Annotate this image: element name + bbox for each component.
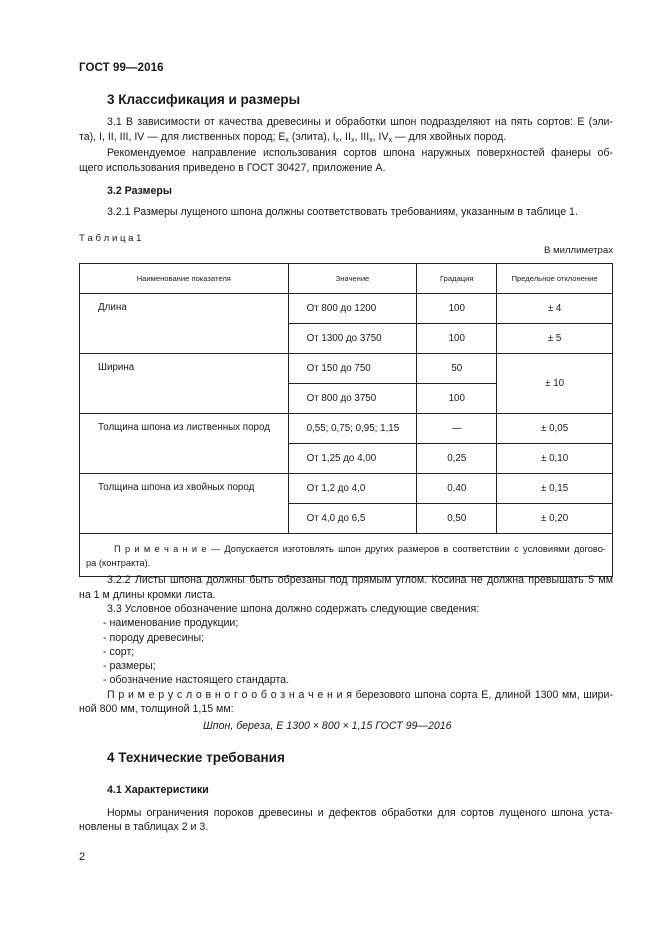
table-row xyxy=(80,414,613,444)
paragraph-3-2-2-line2: на 1 м длины кромки листа. xyxy=(79,589,216,601)
list-item: - обозначение настоящего стандарта. xyxy=(103,674,290,686)
subsection-3-2-title: 3.2 Размеры xyxy=(107,185,172,197)
table-row xyxy=(80,354,613,384)
cell-value: 0,55; 0,75; 0,95; 1,15 xyxy=(288,414,417,444)
example-designation: Шпон, береза, Е 1300 × 800 × 1,15 ГОСТ 99—2016 xyxy=(203,720,452,732)
subsection-4-1-title: 4.1 Характеристики xyxy=(107,784,209,796)
list-item: - породу древесины; xyxy=(103,632,205,644)
list-item: - размеры; xyxy=(103,660,156,672)
paragraph-4-1-line2: новлены в таблицах 2 и 3. xyxy=(79,821,209,833)
example-label: П р и м е р у с л о в н о г о о б о з н а ч е н и я xyxy=(107,689,352,701)
list-item: - наименование продукции; xyxy=(103,617,239,629)
paragraph-3-2-2-line1: 3.2.2 Листы шпона должны быть обрезаны под прямым углом. Косина не должна превышать 5 мм xyxy=(107,574,613,586)
table-row xyxy=(80,474,613,504)
cell-tolerance: ± 0,15 xyxy=(497,474,613,504)
paragraph-3-1-line2: та), I, II, III, IV — для лиственных пород; $Е_x$ (элита), $I_x$, $II_x$, $III_x$, $IV_x$ — для хвойных пород. xyxy=(79,131,507,144)
cell-step: 0,40 xyxy=(417,474,497,504)
cell-tolerance: ± 0,05 xyxy=(497,414,613,444)
paragraph-3-1-line1: 3.1 В зависимости от качества древесины и обработки шпон подразделяют на пять сортов: Е (эли- xyxy=(107,116,613,128)
cell-step: 100 xyxy=(417,324,497,354)
page-number: 2 xyxy=(79,851,86,863)
cell-value: От 800 до 3750 xyxy=(288,384,417,414)
paragraph-recommendation-line2: щего использования приведено в ГОСТ 30427, приложение А. xyxy=(79,162,386,174)
param-softwood-thickness: Толщина шпона из хвойных пород xyxy=(80,474,289,534)
table-label: Т а б л и ц а 1 xyxy=(79,233,142,244)
header-parameter: Наименование показателя xyxy=(80,264,289,294)
cell-value: От 150 до 750 xyxy=(288,354,417,384)
cell-tolerance: ± 0,20 xyxy=(497,504,613,534)
cell-step: 0,50 xyxy=(417,504,497,534)
section-4-title: 4 Технические требования xyxy=(107,750,285,765)
section-3-title: 3 Классификация и размеры xyxy=(107,92,301,107)
cell-tolerance: ± 5 xyxy=(497,324,613,354)
paragraph-3-3: 3.3 Условное обозначение шпона должно содержать следующие сведения: xyxy=(107,603,480,615)
cell-step: 50 xyxy=(417,354,497,384)
param-width: Ширина xyxy=(80,354,289,414)
header-value: Значение xyxy=(288,264,417,294)
table-note-row xyxy=(80,534,613,577)
cell-step: 100 xyxy=(417,294,497,324)
paragraph-recommendation-line1: Рекомендуемое направление использования сортов шпона наружных поверхностей фанеры об- xyxy=(107,147,613,159)
cell-step: — xyxy=(417,414,497,444)
table-row xyxy=(80,294,613,324)
cell-value: От 1,25 до 4,00 xyxy=(288,444,417,474)
cell-value: От 1,2 до 4,0 xyxy=(288,474,417,504)
table-note xyxy=(80,534,613,577)
table-1 xyxy=(79,263,613,577)
cell-tolerance: ± 4 xyxy=(497,294,613,324)
document-code: ГОСТ 99—2016 xyxy=(79,62,164,74)
cell-step: 100 xyxy=(417,384,497,414)
cell-value: От 4,0 до 6,5 xyxy=(288,504,417,534)
note-line1: П р и м е ч а н и е — Допускается изготовлять шпон других размеров в соответствии с условиями догово- xyxy=(114,544,607,554)
table-header-row xyxy=(80,264,613,294)
paragraph-4-1-line1: Нормы ограничения пороков древесины и дефектов обработки для сортов лущеного шпона уста- xyxy=(107,807,613,819)
param-length: Длина xyxy=(80,294,289,354)
header-tolerance: Предельное отклонение xyxy=(497,264,613,294)
example-line2: ной 800 мм, толщиной 1,15 мм: xyxy=(79,703,234,715)
note-line2: ра (контракта). xyxy=(86,558,151,568)
paragraph-3-2-1: 3.2.1 Размеры лущеного шпона должны соответствовать требованиям, указанным в таблице 1. xyxy=(107,206,578,218)
cell-value: От 800 до 1200 xyxy=(288,294,417,324)
param-hardwood-thickness: Толщина шпона из лиственных пород xyxy=(80,414,289,474)
cell-tolerance: ± 0,10 xyxy=(497,444,613,474)
list-item: - сорт; xyxy=(103,646,135,658)
cell-step: 0,25 xyxy=(417,444,497,474)
header-step: Градация xyxy=(417,264,497,294)
cell-tolerance-merged: ± 10 xyxy=(497,354,613,414)
example-line1: П р и м е р у с л о в н о г о о б о з н а ч е н и я березового шпона сорта Е, длиной 1300 мм, шири- xyxy=(107,689,613,701)
units-note: В миллиметрах xyxy=(543,245,613,256)
cell-value: От 1300 до 3750 xyxy=(288,324,417,354)
